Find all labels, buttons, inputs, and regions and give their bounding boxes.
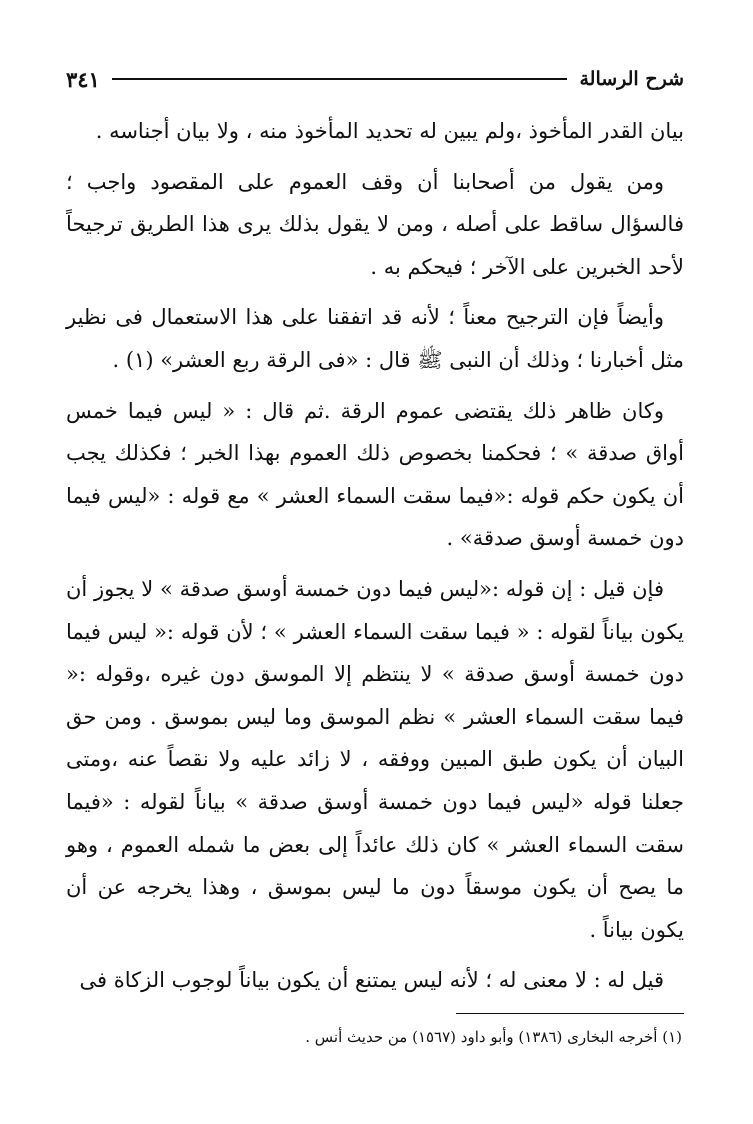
page-number: ٣٤١ (66, 66, 100, 92)
paragraph: ومن يقول من أصحابنا أن وقف العموم على المقصود واجب ؛ فالسؤال ساقط على أصله ، ومن لا يقول بذلك يرى هذا الطريق ترجيحاً لأحد الخبرين على الآخر ؛ فيحكم به . (66, 169, 684, 279)
footnote: (١) أخرجه البخارى (١٣٨٦) وأبو داود (١٥٦٧) من حديث أنس . (305, 1028, 682, 1046)
paragraph: بيان القدر المأخوذ ،ولم يبين له تحديد المأخوذ منه ، ولا بيان أجناسه . (95, 119, 684, 143)
paragraph: وكان ظاهر ذلك يقتضى عموم الرقة .ثم قال : « ليس فيما خمس أواق صدقة » ؛ فحكمنا بخصوص ذلك العموم بهذا الخبر ؛ فكذلك يجب أن يكون حكم قوله :«فيما سقت السماء العشر » مع قوله : «ليس فيما دون خمسة أوسق صدقة» . (66, 398, 684, 551)
footnote-rule (456, 1013, 684, 1014)
page-header (66, 62, 684, 96)
header-rule (112, 78, 568, 80)
paragraph: قيل له : لا معنى له ؛ لأنه ليس يمتنع أن يكون بياناً لوجوب الزكاة فى (79, 968, 664, 993)
running-title: شرح الرسالة (579, 68, 684, 90)
paragraph: فإن قيل : إن قوله :«ليس فيما دون خمسة أوسق صدقة » لا يجوز أن يكون بياناً لقوله : « فيما سقت السماء العشر » ؛ لأن قوله :« ليس فيما دون خمسة أوسق صدقة » لا ينتظم إلا الموسق دون غيره ،وقوله :« فيما سقت السماء العشر » نظم الموسق وما ليس بموسق . ومن حق البيان أن يكون طبق المبين ووفقه ، لا زائد عليه ولا نقصاً عنه ،ومتى جعلنا قوله «ليس فيما دون خمسة أوسق صدقة » بياناً لقوله : «فيما سقت السماء العشر » كان ذلك عائداً إلى بعض ما شمله العموم ، وهو ما يصح أن يكون موسقاً دون ما ليس بموسق ، وهذا يخرجه عن أن يكون بياناً . (66, 576, 684, 942)
paragraph: وأيضاً فإن الترجيح معناً ؛ لأنه قد اتفقنا على هذا الاستعمال فى نظير مثل أخبارنا ؛ وذلك أن النبى ﷺ قال : «فى الرقة ربع العشر» (١) . (66, 305, 684, 372)
body-text (66, 110, 684, 1002)
